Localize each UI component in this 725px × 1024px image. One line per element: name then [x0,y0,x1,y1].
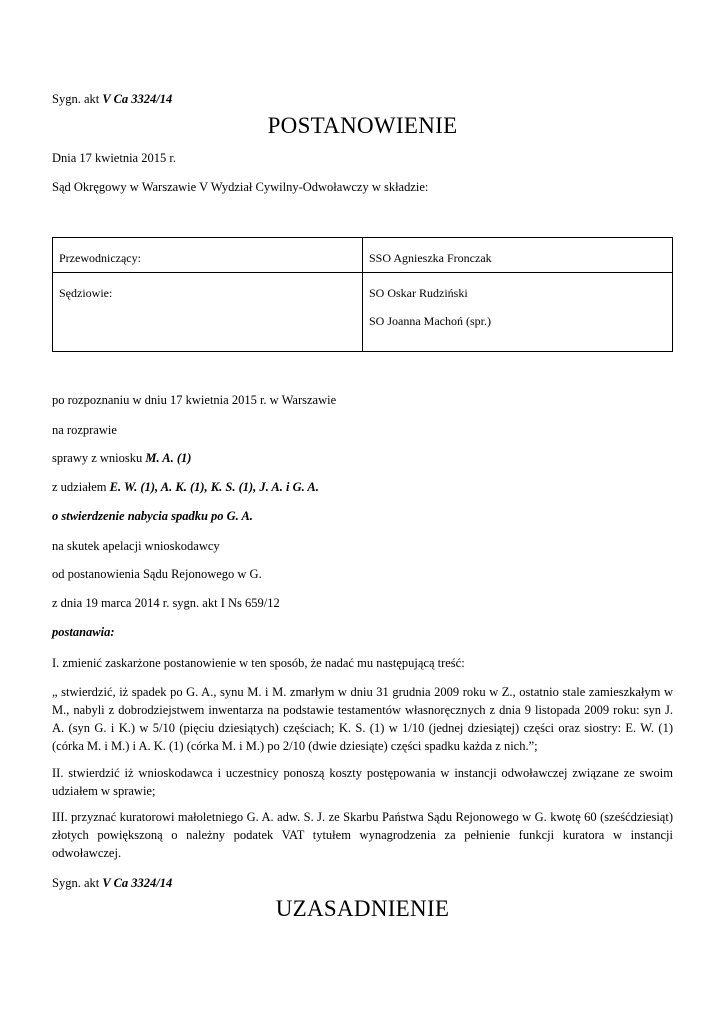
applicant-label: sprawy z wniosku [52,451,146,465]
lower-court-line: od postanowienia Sądu Rejonowego w G. [52,567,262,581]
judge-name: SO Joanna Machoń (spr.) [369,314,491,329]
applicant-name: M. A. (1) [145,451,192,465]
ruling-point-1-content: „ stwierdzić, iż spadek po G. A., synu M. i M. zmarłym w dniu 31 grudnia 2009 roku w Z., ostatnio stale zamieszkałym w M., nabyli z dobrodziejstwem inwentarza na podstawie testamentów własnoręcznych z dnia 9 listopada 2009 roku: syn J. A. (syn G. i K.) w 5/10 (pięciu dziesiątych) częściach; K. S. (1) w 1/10 (jednej dziesiątej) części oraz siostry: E. W. (1) (córka M. i M.) i A. K. (1) (córka M. i M.) po 2/10 (dwie dziesiąte) części spadku każda z nich.”; [52,685,673,753]
ruling-point-2: II. stwierdzić iż wnioskodawca i uczestnicy ponoszą koszty postępowania w instancji odwoławczej związane ze swoim udziałem w sprawie; [52,766,673,798]
case-reference-number: V Ca 3324/14 [102,92,173,106]
ruling-point-3: III. przyznać kuratorowi małoletniego G. A. adw. S. J. ze Skarbu Państwa Sądu Rejonowego w G. kwotę 60 (sześćdziesiąt) złotych powiększoną o należny podatek VAT tytułem wynagrodzenia za pełnienie funkcji kuratora w instancji odwoławczej. [52,810,673,860]
judges-label-cell [53,273,363,352]
lower-court-ref-line: z dnia 19 marca 2014 r. sygn. akt I Ns 659/12 [52,596,280,610]
appeal-line: na skutek apelacji wnioskodawcy [52,539,220,553]
court-composition-intro: Sąd Okręgowy w Warszawie V Wydział Cywilny-Odwoławczy w składzie: [52,180,429,194]
ruling-point-1: I. zmienić zaskarżone postanowienie w ten sposób, że nadać mu następującą treść: [52,656,465,670]
judge-name: SO Oskar Rudziński [369,286,468,301]
document-title: POSTANOWIENIE [267,113,458,138]
decision-date: Dnia 17 kwietnia 2015 r. [52,151,176,165]
case-reference-footer [52,876,172,891]
participants-label: z udziałem [52,480,110,494]
hearing-line: po rozpoznaniu w dniu 17 kwietnia 2015 r. w Warszawie [52,393,337,407]
judges-panel-table [52,237,673,352]
judges-label: Sędziowie: [59,286,113,301]
table-row [53,273,673,352]
case-reference-number: V Ca 3324/14 [102,876,173,890]
hearing-type-line: na rozprawie [52,423,117,437]
case-reference [52,92,172,107]
case-subject: o stwierdzenie nabycia spadku po G. A. [52,509,253,523]
case-reference-prefix: Sygn. akt [52,876,100,890]
chair-label-cell [53,238,363,273]
ruling-heading: postanawia: [52,625,115,639]
chair-label: Przewodniczący: [59,251,141,265]
chair-value-cell [363,238,673,273]
applicant-line [52,451,191,466]
justification-title: UZASADNIENIE [275,896,450,921]
participants-line [52,480,319,495]
case-reference-prefix: Sygn. akt [52,92,100,106]
judges-value-cell [363,273,673,352]
participants-names: E. W. (1), A. K. (1), K. S. (1), J. A. i G. A. [109,480,319,494]
chair-name: SSO Agnieszka Fronczak [369,251,492,265]
table-row [53,238,673,273]
